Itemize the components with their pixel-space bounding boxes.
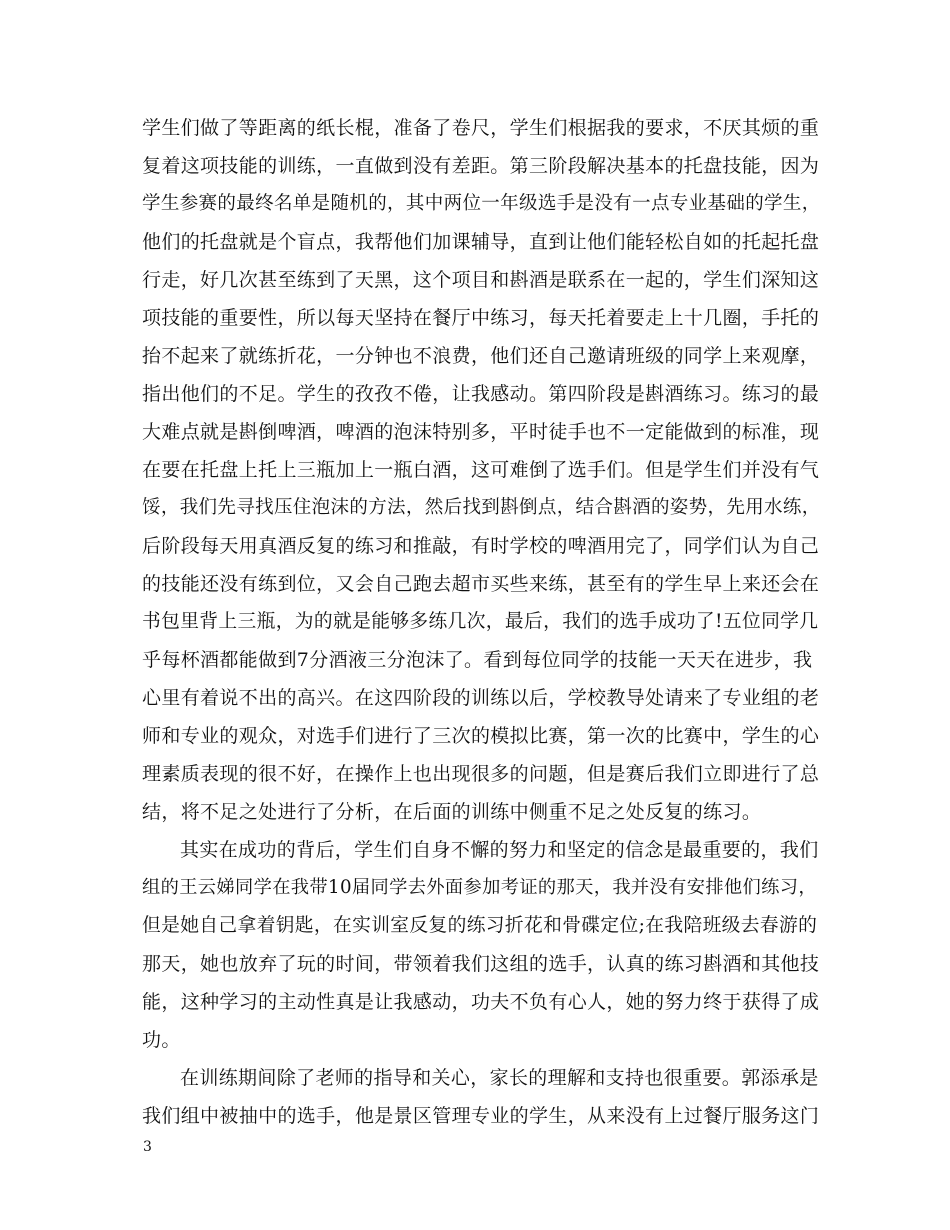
text-line: 心里有着说不出的高兴。在这四阶段的训练以后，学校教导处请来了专业组的老: [142, 687, 820, 709]
text-line-paragraph-start: 在训练期间除了老师的指导和关心，家长的理解和支持也很重要。郭添承是: [180, 1067, 819, 1089]
text-line: 在要在托盘上托上三瓶加上一瓶白酒，这可难倒了选手们。但是学生们并没有气: [142, 459, 820, 481]
text-line: 大难点就是斟倒啤酒，啤酒的泡沫特别多，平时徒手也不一定能做到的标准，现: [142, 421, 820, 443]
text-line: 抬不起来了就练折花，一分钟也不浪费，他们还自己邀请班级的同学上来观摩，: [142, 345, 820, 367]
text-line: 我们组中被抽中的选手，他是景区管理专业的学生，从来没有上过餐厅服务这门: [142, 1105, 820, 1127]
text-line-paragraph-start: 其实在成功的背后，学生们自身不懈的努力和坚定的信念是最重要的，我们: [180, 839, 819, 861]
text-line: 乎每杯酒都能做到7分酒液三分泡沫了。看到每位同学的技能一天天在进步，我: [142, 649, 813, 671]
page-number: 3: [143, 1139, 152, 1155]
text-line: 功。: [142, 1029, 181, 1051]
text-line: 学生们做了等距离的纸长棍，准备了卷尺，学生们根据我的要求，不厌其烦的重: [142, 117, 820, 139]
text-line: 馁，我们先寻找压住泡沫的方法，然后找到斟倒点，结合斟酒的姿势，先用水练，: [142, 497, 821, 518]
text-line: 书包里背上三瓶，为的就是能够多练几次，最后，我们的选手成功了!五位同学几: [142, 611, 819, 632]
text-line: 复着这项技能的训练，一直做到没有差距。第三阶段解决基本的托盘技能，因为: [142, 155, 820, 177]
text-line: 师和专业的观众，对选手们进行了三次的模拟比赛，第一次的比赛中，学生的心: [142, 725, 820, 747]
text-line: 指出他们的不足。学生的孜孜不倦，让我感动。第四阶段是斟酒练习。练习的最: [142, 383, 820, 405]
text-line: 理素质表现的很不好，在操作上也出现很多的问题，但是赛后我们立即进行了总: [142, 763, 820, 785]
text-line: 后阶段每天用真酒反复的练习和推敲，有时学校的啤酒用完了，同学们认为自己: [142, 535, 820, 557]
text-line: 能，这种学习的主动性真是让我感动，功夫不负有心人，她的努力终于获得了成: [142, 991, 820, 1013]
text-line: 组的王云娣同学在我带10届同学去外面参加考证的那天，我并没有安排他们练习，: [142, 877, 817, 898]
text-line: 的技能还没有练到位，又会自己跑去超市买些来练，甚至有的学生早上来还会在: [142, 573, 820, 595]
text-line: 结，将不足之处进行了分析，在后面的训练中侧重不足之处反复的练习。: [142, 801, 762, 823]
text-line: 他们的托盘就是个盲点，我帮他们加课辅导，直到让他们能轻松自如的托起托盘: [142, 231, 820, 253]
text-line: 行走，好几次甚至练到了天黑，这个项目和斟酒是联系在一起的，学生们深知这: [142, 269, 820, 291]
text-line: 那天，她也放弃了玩的时间，带领着我们这组的选手，认真的练习斟酒和其他技: [142, 953, 820, 975]
text-line: 但是她自己拿着钥匙，在实训室反复的练习折花和骨碟定位;在我陪班级去春游的: [142, 915, 818, 936]
text-line: 学生参赛的最终名单是随机的，其中两位一年级选手是没有一点专业基础的学生，: [142, 193, 821, 214]
text-line: 项技能的重要性，所以每天坚持在餐厅中练习，每天托着要走上十几圈，手托的: [142, 307, 820, 329]
